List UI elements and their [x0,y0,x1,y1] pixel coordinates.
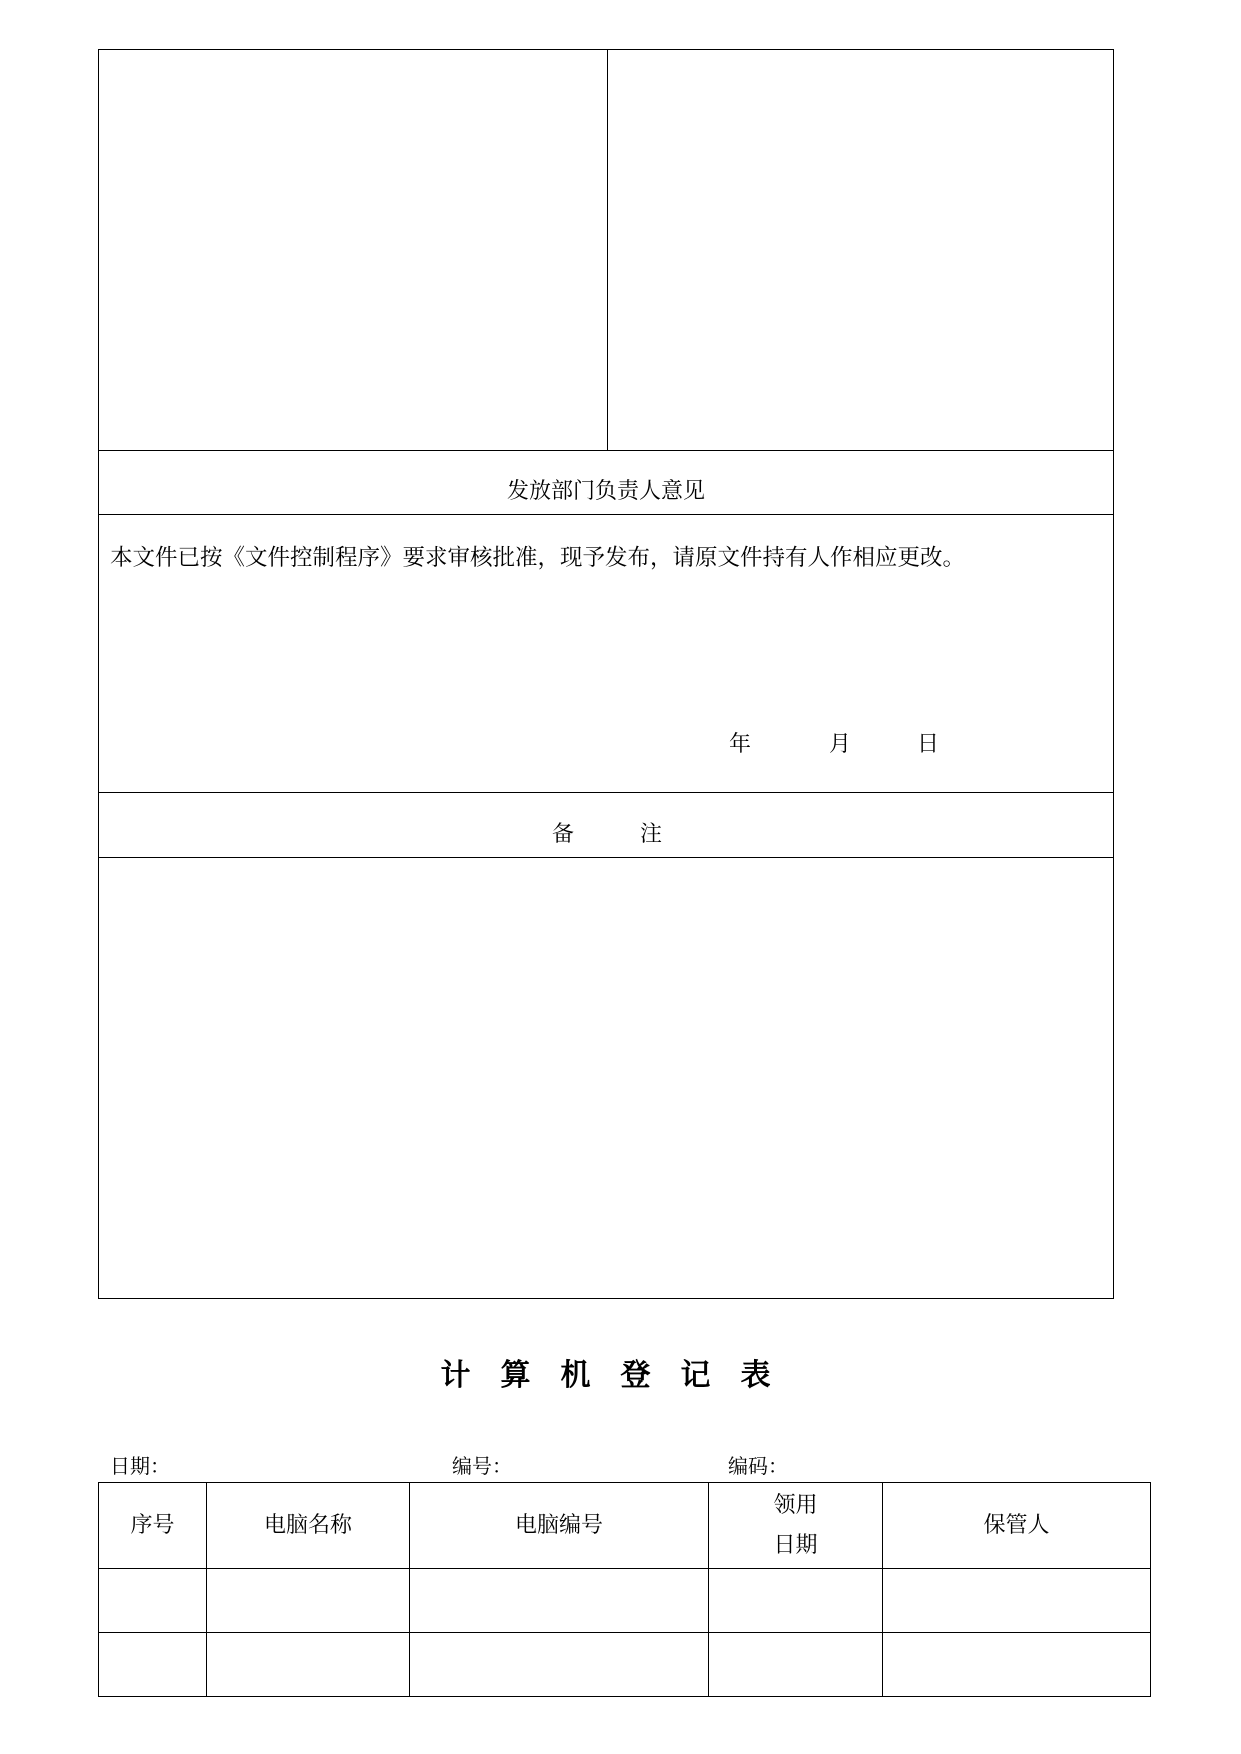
header-cell-computer-name: 电脑名称 [263,1512,352,1538]
table-cell[interactable] [99,1569,206,1632]
right-blank-cell[interactable] [608,49,1114,451]
table-cell[interactable] [883,1633,1150,1696]
opinion-header: 发放部门负责人意见 [506,479,705,504]
remarks-header-right: 注 [640,822,663,847]
divider-opinion-top [98,450,1114,451]
table-cell[interactable] [207,1569,409,1632]
divider-remarks-top [98,792,1114,793]
date-month-label: 月 [829,732,852,757]
table-cell[interactable] [709,1633,882,1696]
remarks-blank-area[interactable] [98,858,1114,1298]
header-cell-computer-number: 电脑编号 [514,1512,603,1538]
table-cell[interactable] [410,1633,708,1696]
table-cell[interactable] [99,1633,206,1696]
table-cell[interactable] [410,1569,708,1632]
date-label: 日期： [110,1454,170,1478]
remarks-header-left: 备 [552,822,575,847]
left-blank-cell[interactable] [98,49,608,451]
table-cell[interactable] [883,1569,1150,1632]
header-cell-custodian: 保管人 [983,1512,1050,1538]
code-label: 编码： [728,1454,788,1478]
approval-statement: 本文件已按《文件控制程序》要求审核批准，现予发布，请原文件持有人作相应更改。 [110,545,966,571]
divider-opinion-bottom [98,514,1114,515]
header-cell-issue-date: 领用 日期 [773,1492,818,1558]
table-cell[interactable] [709,1569,882,1632]
date-year-label: 年 [729,732,752,757]
register-title: 计算机登记表 [440,1358,801,1393]
number-label: 编号： [452,1454,512,1478]
table-cell[interactable] [207,1633,409,1696]
date-day-label: 日 [917,732,940,757]
header-cell-serial: 序号 [130,1512,175,1538]
